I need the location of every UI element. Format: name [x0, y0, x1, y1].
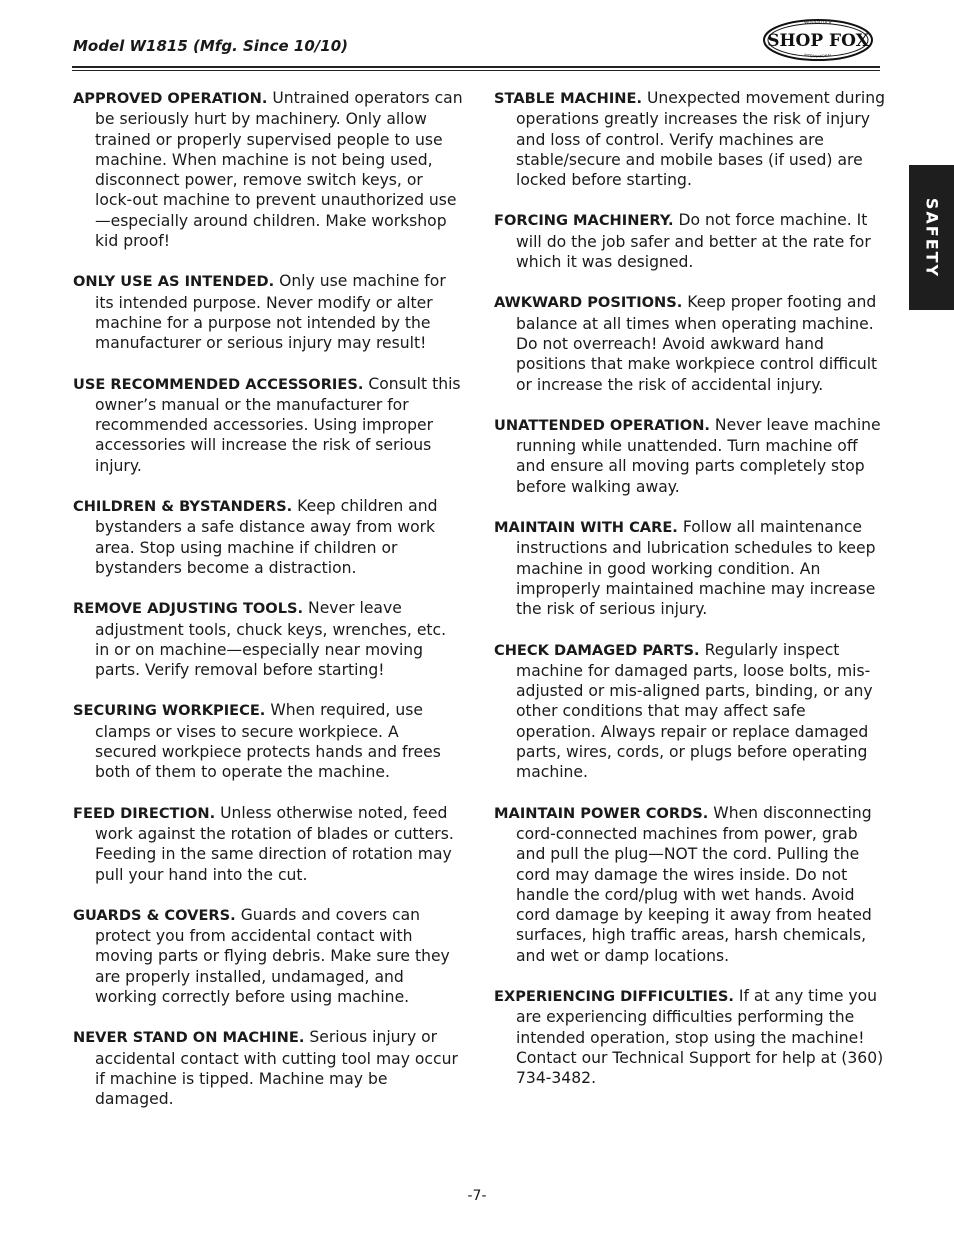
safety-item — [494, 415, 886, 497]
item-title: EXPERIENCING DIFFICULTIES. — [494, 987, 734, 1005]
item-title: CHECK DAMAGED PARTS. — [494, 641, 700, 659]
item-text: If at any time you are experiencing difficulties performing the intended operation, stop using the machine! Contact our Technical Support for help at (360) 734-3482. — [516, 986, 884, 1088]
item-text: Consult this owner’s manual or the manufacturer for recommended accessories. Using improper accessories will increase the risk of serious injury. — [95, 374, 461, 475]
item-text: Keep children and bystanders a safe distance away from work area. Stop using machine if children or bystanders become a distraction. — [95, 497, 438, 577]
item-title: FORCING MACHINERY. — [494, 212, 674, 230]
item-title: AWKWARD POSITIONS. — [494, 294, 683, 312]
item-text: When disconnecting cord-connected machines from power, grab and pull the plug—NOT the cord. Pulling the cord may damage the wires inside. Do not handle the cord/plug with wet hands. Avoid cord damage by keeping it away from heated surfaces, high traffic areas, harsh chemicals, and wet or damp locations. — [516, 803, 872, 965]
safety-item — [494, 517, 886, 619]
svg-text:INTERNATIONAL: INTERNATIONAL — [803, 53, 833, 59]
safety-item — [494, 986, 886, 1088]
safety-item — [73, 374, 465, 476]
safety-item — [73, 1027, 465, 1109]
header-rule-thin — [72, 70, 880, 71]
item-text: Serious injury or accidental contact with cutting tool may occur if machine is tipped. Machine may be damaged. — [95, 1028, 458, 1109]
item-title: NEVER STAND ON MACHINE. — [73, 1029, 305, 1047]
safety-item — [73, 88, 465, 251]
page-number: -7- — [467, 1188, 487, 1204]
item-text: Unless otherwise noted, feed work against the rotation of blades or cutters. Feeding in the same direction of rotation may pull your hand into the cut. — [95, 803, 454, 884]
item-title: ONLY USE AS INTENDED. — [73, 273, 275, 291]
item-title: MAINTAIN WITH CARE. — [494, 519, 678, 537]
safety-item — [73, 803, 465, 885]
safety-item — [494, 292, 886, 394]
safety-item — [494, 640, 886, 783]
item-text: Do not force machine. It will do the job safer and better at the rate for which it was designed. — [516, 211, 871, 272]
item-title: GUARDS & COVERS. — [73, 906, 236, 924]
shop-fox-logo — [762, 18, 874, 62]
item-text: Keep proper footing and balance at all times when operating machine. Do not overreach! Avoid awkward hand positions that make workpiece control difficult or increase the risk of accidental injury. — [516, 293, 878, 394]
safety-item — [73, 700, 465, 782]
item-title: MAINTAIN POWER CORDS. — [494, 804, 709, 822]
item-title: SECURING WORKPIECE. — [73, 702, 266, 720]
item-text: When required, use clamps or vises to secure workpiece. A secured workpiece protects hands and frees both of them to operate the machine. — [95, 701, 441, 782]
svg-text:WOODSTOCK: WOODSTOCK — [803, 18, 833, 26]
header-model-title: Model W1815 (Mfg. Since 10/10) — [73, 37, 348, 55]
safety-item — [494, 88, 886, 190]
header-rule — [72, 66, 880, 68]
item-title: APPROVED OPERATION. — [73, 90, 268, 107]
section-tab-label: SAFETY — [922, 197, 941, 278]
item-text: Untrained operators can be seriously hurt by machinery. Only allow trained or properly supervised people to use machine. When machine is not being used, disconnect power, remove switch keys, or lock-out machine to prevent unauthorized use—especially around children. Make workshop kid proof! — [95, 89, 463, 251]
safety-item — [73, 496, 465, 578]
left-column — [73, 88, 465, 1129]
safety-item — [73, 598, 465, 680]
item-title: REMOVE ADJUSTING TOOLS. — [73, 600, 304, 618]
item-title: UNATTENDED OPERATION. — [494, 416, 710, 434]
item-text: Never leave machine running while unattended. Turn machine off and ensure all moving parts completely stop before walking away. — [516, 415, 881, 496]
item-text: Regularly inspect machine for damaged parts, loose bolts, mis-adjusted or mis-aligned parts, binding, or any other conditions that may affect safe operation. Always repair or replace damaged parts, wires, cords, or plugs before operating machine. — [516, 640, 873, 782]
safety-item — [494, 803, 886, 966]
item-title: USE RECOMMENDED ACCESSORIES. — [73, 375, 364, 393]
right-column — [494, 88, 886, 1108]
safety-item — [73, 271, 465, 353]
item-title: STABLE MACHINE. — [494, 90, 642, 107]
item-text: Unexpected movement during operations greatly increases the risk of injury and loss of control. Verify machines are stable/secure and mobile bases (if used) are locked before starting. — [516, 89, 886, 190]
item-text: Only use machine for its intended purpose. Never modify or alter machine for a purpose not intended by the manufacturer or serious injury may result! — [95, 272, 446, 353]
logo-text: SHOP FOX — [767, 31, 869, 51]
safety-item — [73, 905, 465, 1007]
item-title: CHILDREN & BYSTANDERS. — [73, 498, 293, 516]
item-text: Guards and covers can protect you from accidental contact with moving parts or flying debris. Make sure they are properly installed, undamaged, and working correctly before using machine. — [95, 905, 450, 1006]
section-tab-safety — [909, 165, 954, 310]
item-text: Never leave adjustment tools, chuck keys, wrenches, etc. in or on machine—especially near moving parts. Verify removal before starting! — [95, 599, 447, 680]
item-title: FEED DIRECTION. — [73, 804, 216, 822]
safety-item — [494, 210, 886, 272]
item-text: Follow all maintenance instructions and lubrication schedules to keep machine in good working condition. An improperly maintained machine may increase the risk of serious injury. — [516, 518, 876, 619]
